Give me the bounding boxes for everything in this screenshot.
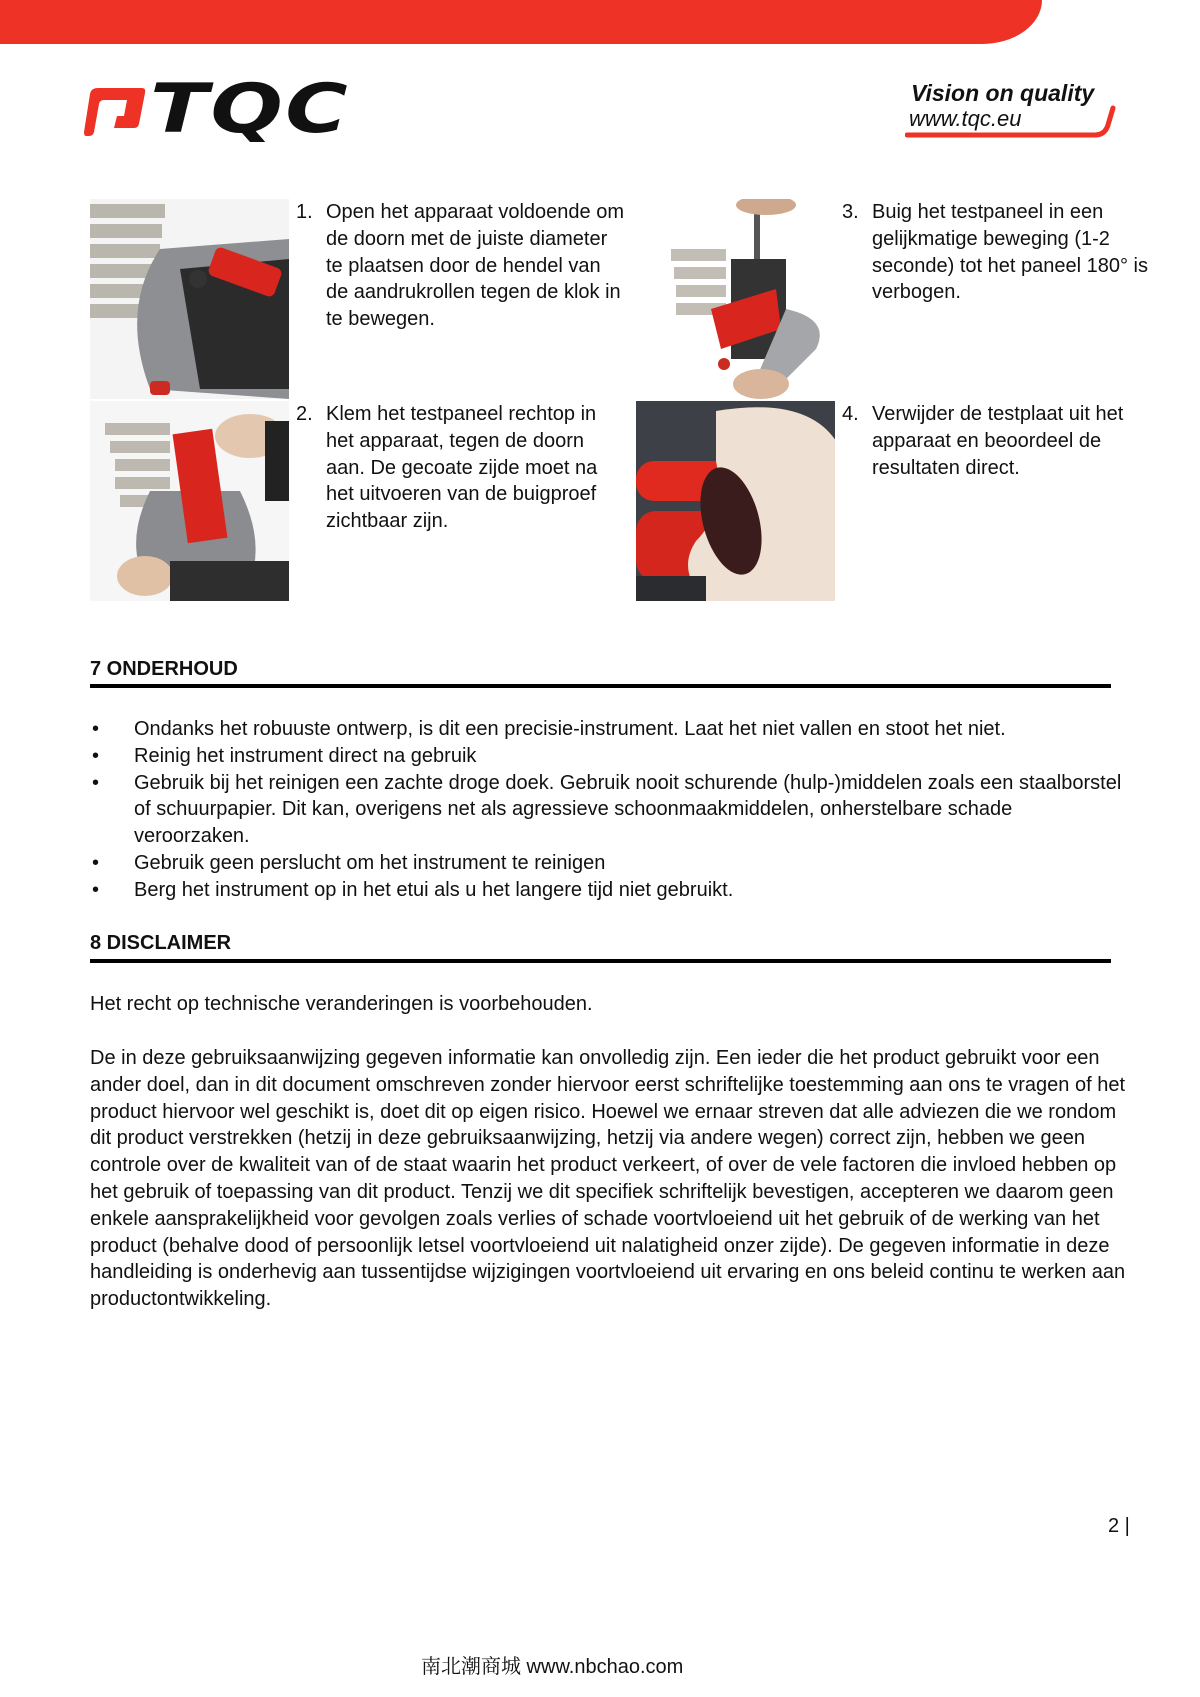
list-item-text: Ondanks het robuuste ontwerp, is dit een precisie-instrument. Laat het niet vallen en stoot het niet. [134,718,1006,740]
list-item-text: Gebruik bij het reinigen een zachte droge doek. Gebruik nooit schurende (hulp-)middelen zoals een staalborstel of schuurpapier. Dit kan, overigens net als agressieve schoonmaakmiddelen, onherstelbare schade veroorzaken. [134,771,1122,848]
section-heading-disclaimer: 8 DISCLAIMER [90,932,232,954]
footer-watermark: 南北潮商城 www.nbchao.com [421,1656,684,1678]
section-divider [90,959,1111,963]
maintenance-list [90,716,1130,904]
logo-mark-icon [84,86,146,138]
apparatus-open-photo [90,199,289,399]
bullet-icon: • [92,718,100,740]
section-heading-onderhoud: 7 ONDERHOUD [90,658,238,680]
list-item [90,877,1130,904]
page-number: 2 | [1108,1515,1130,1537]
list-item-text: Berg het instrument op in het etui als u het langere tijd niet gebruikt. [134,878,734,901]
list-item [90,770,1130,850]
header-red-band [0,0,1042,44]
list-item [90,716,1130,743]
step-number: 1. [296,201,313,223]
website-text: www.tqc.eu [909,106,1022,131]
instruction-steps [90,199,1150,599]
section-divider [90,684,1111,688]
panel-remove-photo [636,401,835,601]
step-number: 4. [842,403,859,425]
list-item [90,743,1130,770]
tagline-badge [905,80,1115,142]
bullet-icon: • [92,744,100,767]
list-item [90,850,1130,877]
bullet-icon: • [92,878,100,901]
bullet-icon: • [92,771,100,794]
panel-clamp-photo [90,401,289,601]
step-text: Verwijder de testplaat uit het apparaat en beoordeel de resultaten direct. [872,403,1124,479]
logo-text: TQC [150,70,351,149]
tagline-text: Vision on quality [911,80,1095,106]
list-item-text: Gebruik geen perslucht om het instrument te reinigen [134,851,606,874]
step-text: Klem het testpaneel rechtop in het apparaat, tegen de doorn aan. De gecoate zijde moet na het uitvoeren van de buigproef zichtbaar zijn. [326,403,598,533]
list-item-text: Reinig het instrument direct na gebruik [134,744,477,767]
tqc-logo [84,70,354,149]
panel-bend-photo [636,199,835,399]
step-number: 2. [296,403,313,425]
step-text: Buig het testpaneel in een gelijkmatige beweging (1-2 seconde) tot het paneel 180° is verbogen. [872,201,1148,304]
step-text: Open het apparaat voldoende om de doorn met de juiste diameter te plaatsen door de hendel van de aandrukrollen tegen de klok in te bewegen. [326,201,624,331]
disclaimer-paragraph: De in deze gebruiksaanwijzing gegeven informatie kan onvolledig zijn. Een ieder die het product gebruikt voor een ander doel, dan in dit document omschreven zonder hiervoor eerst schriftelijke toestemming aan ons te vragen of het product hiervoor wel geschikt is, doet dit op eigen risico. Hoewel we ernaar streven dat alle adviezen die we rondom dit product verstrekken (hetzij in deze gebruiksaanwijzing, hetzij via andere wegen) correct zijn, hebben we geen controle over de kwaliteit van of de staat waarin het product verkeert, of over de vele factoren die invloed hebben op het gebruik of toepassing van dit product. Tenzij we dit specifiek schriftelijk bevestigen, accepteren we daarom geen enkele aansprakelijkheid voor gevolgen zoals verlies of schade voortvloeiend uit het gebruik of de werking van het product (behalve dood of persoonlijk letsel voortvloeiend uit nalatigheid onzer zijde). De gegeven informatie in deze handleiding is onderhevig aan tussentijdse wijzigingen voortvloeiend uit ervaring en ons beleid continu te werken aan productontwikkeling. [90,1047,1126,1311]
disclaimer-paragraph: Het recht op technische veranderingen is voorbehouden. [90,993,593,1015]
bullet-icon: • [92,851,100,874]
step-number: 3. [842,201,859,223]
